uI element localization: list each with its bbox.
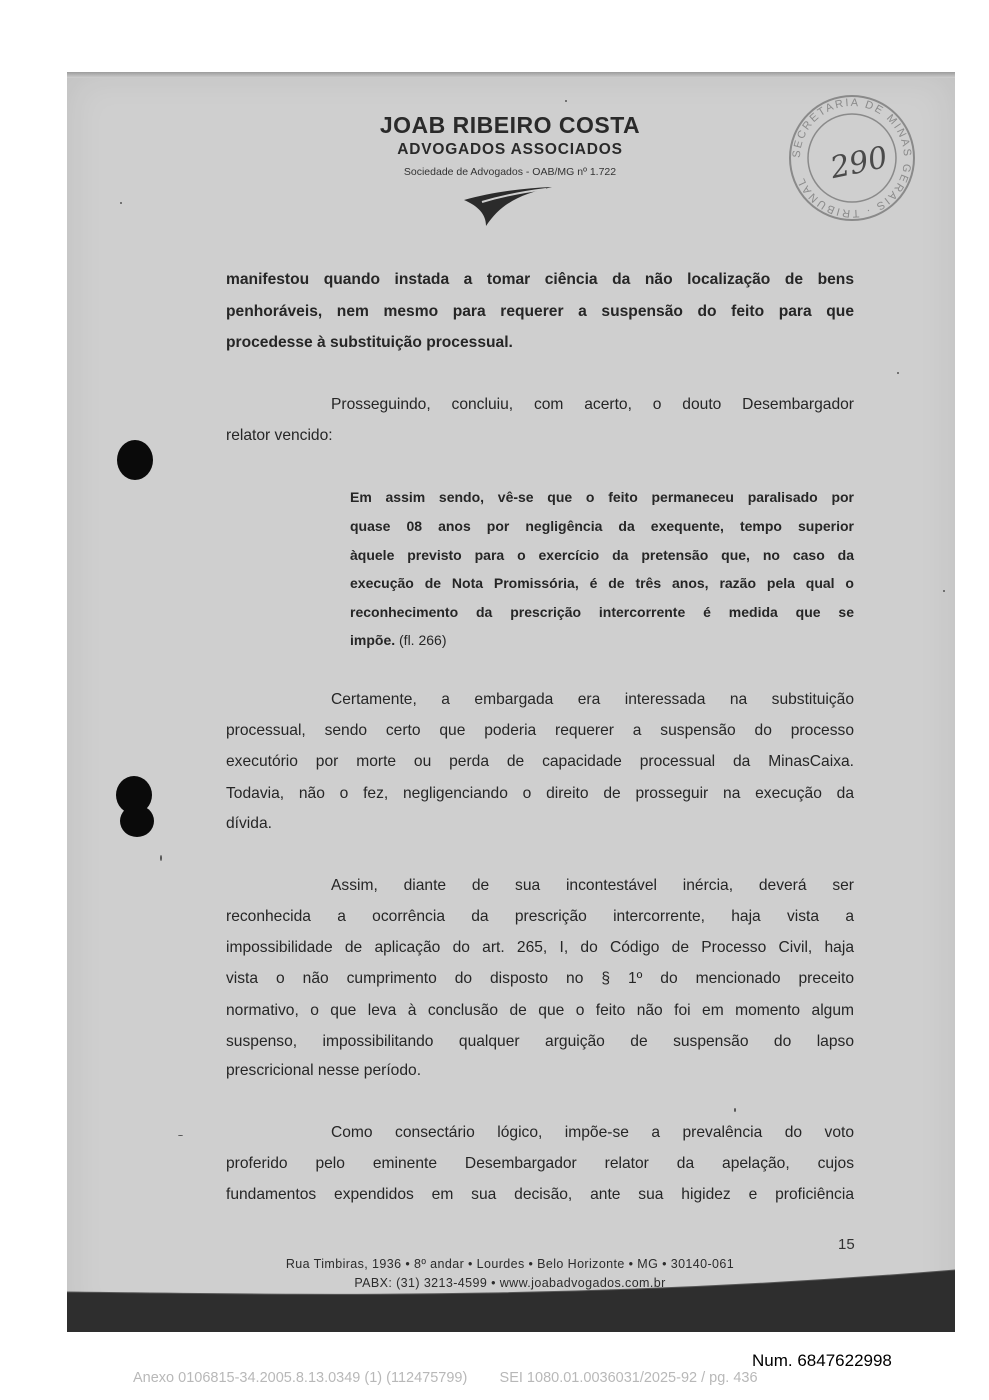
para1-line-1: manifestou quando instada a tomar ciência da não localização de bens <box>226 271 854 288</box>
para3-line-4: Todavia, não o fez, negligenciando o direito de prosseguir na execução da <box>226 785 854 802</box>
para2-line-1: Prosseguindo, concluiu, com acerto, o douto Desembargador <box>331 396 854 413</box>
quote-line-2: quase 08 anos por negligência da exequente, tempo superior <box>350 518 854 534</box>
binder-hole-lower <box>120 805 154 837</box>
document-number: Num. 6847622998 <box>752 1351 892 1370</box>
firm-logo-icon <box>462 186 554 228</box>
footer-address: Rua Timbiras, 1936 • 8º andar • Lourdes • Belo Horizonte • MG • 30140-061 <box>285 1257 735 1271</box>
para3-line-5: dívida. <box>226 815 272 832</box>
page-number: 15 <box>838 1236 855 1253</box>
para2-line-2: relator vencido: <box>226 427 333 444</box>
footer-band <box>67 1262 955 1332</box>
quote-line-3: àquele previsto para o exercício da pretensão que, no caso da <box>350 547 854 563</box>
para4-line-5: normativo, o que leva à conclusão de que o feito não foi em momento algum <box>226 1002 854 1019</box>
firm-name: JOAB RIBEIRO COSTA <box>379 112 641 138</box>
stamp-outer-text: SECRETARIA DE MINAS GERAIS · TRIBUNAL <box>790 96 914 220</box>
para4-line-3: impossibilidade de aplicação do art. 265, I, do Código de Processo Civil, haja <box>226 939 854 956</box>
para3-line-1: Certamente, a embargada era interessada na substituição <box>331 691 854 708</box>
para5-line-3: fundamentos expendidos em sua decisão, ante sua higidez e proficiência <box>226 1186 854 1203</box>
court-stamp-icon <box>786 92 918 224</box>
quote-citation: (fl. 266) <box>395 632 447 648</box>
para5-line-2: proferido pelo eminente Desembargador relator da apelação, cujos <box>226 1155 854 1172</box>
para4-line-1: Assim, diante de sua incontestável inércia, deverá ser <box>331 877 854 894</box>
para3-line-3: executório por morte ou perda de capacidade processual da MinasCaixa. <box>226 753 854 770</box>
quote-line-1: Em assim sendo, vê-se que o feito permaneceu paralisado por <box>350 489 854 505</box>
para1-line-3: procedesse à substituição processual. <box>226 334 513 351</box>
footer-contact: PABX: (31) 3213-4599 • www.joabadvogados.com.br <box>354 1276 666 1290</box>
firm-registration: Sociedade de Advogados - OAB/MG nº 1.722 <box>403 166 617 178</box>
para4-line-4: vista o não cumprimento do disposto no § 1º do mencionado preceito <box>226 970 854 987</box>
annex-reference: Anexo 0106815-34.2005.8.13.0349 (1) (112475799) SEI 1080.01.0036031/2025-92 / pg. 436 <box>133 1370 758 1386</box>
quote-line-6 <box>350 630 446 650</box>
scan-edge-shade <box>67 72 955 78</box>
para4-line-7: prescricional nesse período. <box>226 1062 422 1079</box>
para4-line-6: suspenso, impossibilitando qualquer arguição de suspensão do lapso <box>226 1033 854 1050</box>
firm-subtitle: ADVOGADOS ASSOCIADOS <box>397 141 623 158</box>
para3-line-2: processual, sendo certo que poderia requerer a suspensão do processo <box>226 722 854 739</box>
binder-hole-top <box>117 440 153 480</box>
stamp-handwritten-number: 290 <box>827 139 891 187</box>
para1-line-2: penhoráveis, nem mesmo para requerer a suspensão do feito para que <box>226 303 854 320</box>
quote-line-4: execução de Nota Promissória, é de três anos, razão pela qual o <box>350 575 854 591</box>
quote-line-5: reconhecimento da prescrição intercorrente é medida que se <box>350 604 854 620</box>
para4-line-2: reconhecida a ocorrência da prescrição intercorrente, haja vista a <box>226 908 854 925</box>
para5-line-1: Como consectário lógico, impõe-se a prevalência do voto <box>331 1124 854 1141</box>
quote-last-word: impõe. <box>350 632 396 648</box>
